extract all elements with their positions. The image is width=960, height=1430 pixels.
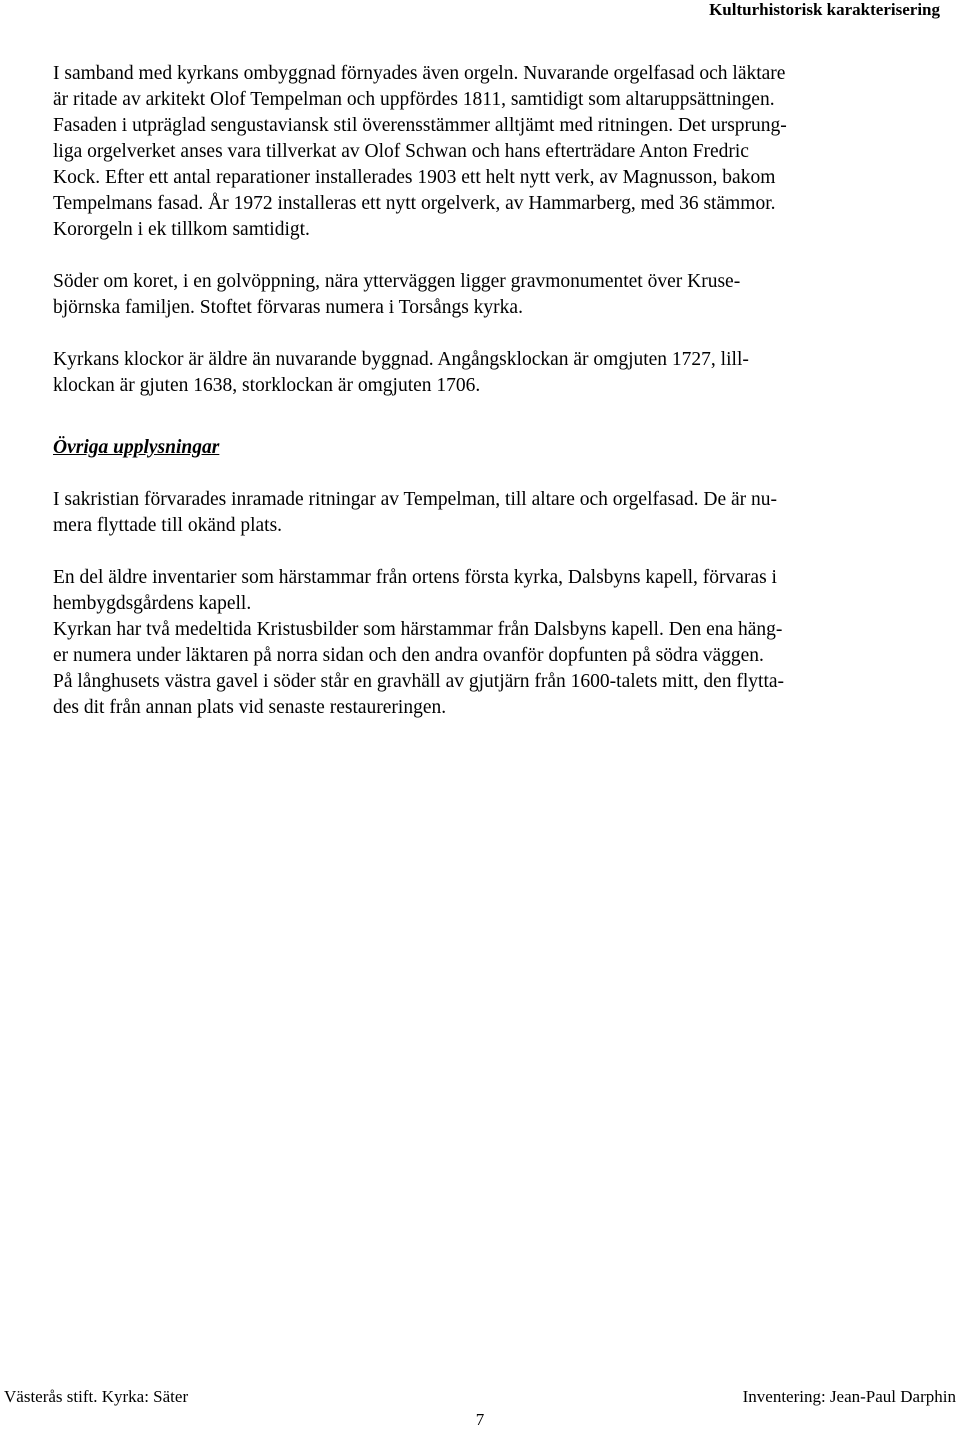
text-line: Kyrkans klockor är äldre än nuvarande byggnad. Angångsklockan är omgjuten 1727, lill- [53, 349, 749, 370]
text-line: hembygdsgårdens kapell. [53, 593, 252, 614]
footer-right: Inventering: Jean-Paul Darphin [742, 1387, 956, 1406]
paragraph-bells [53, 347, 883, 399]
page-number: 7 [475, 1410, 485, 1429]
running-header: Kulturhistorisk karakterisering [709, 0, 940, 19]
text-line: er numera under läktaren på norra sidan och den andra ovanför dopfunten på södra väggen. [53, 645, 764, 666]
text-line: Tempelmans fasad. År 1972 installeras ett nytt orgelverk, av Hammarberg, med 36 stämmor. [53, 193, 776, 214]
text-line: På långhusets västra gavel i söder står en gravhäll av gjutjärn från 1600-talets mitt, den flytta- [53, 671, 785, 692]
paragraph-inventory [53, 565, 883, 617]
text-line: I samband med kyrkans ombyggnad förnyades även orgeln. Nuvarande orgelfasad och läktare [53, 63, 786, 84]
text-line: I sakristian förvarades inramade ritningar av Tempelman, till altare och orgelfasad. De är nu- [53, 489, 778, 510]
section-heading: Övriga upplysningar [53, 437, 220, 458]
text-line: Kock. Efter ett antal reparationer installerades 1903 ett helt nytt verk, av Magnusson, bakom [53, 167, 776, 188]
text-line: Fasaden i utpräglad sengustaviansk stil överensstämmer alltjämt med ritningen. Det ursprung- [53, 115, 787, 136]
text-line: Kororgeln i ek tillkom samtidigt. [53, 219, 310, 240]
paragraph-organ [53, 61, 883, 243]
text-line: liga orgelverket anses vara tillverkat av Olof Schwan och hans efterträdare Anton Fredric [53, 141, 749, 162]
text-line: En del äldre inventarier som härstammar från ortens första kyrka, Dalsbyns kapell, förvaras i [53, 567, 777, 588]
text-line: Kyrkan har två medeltida Kristusbilder som härstammar från Dalsbyns kapell. Den ena häng- [53, 619, 783, 640]
paragraph-grave-slab [53, 669, 883, 721]
text-line: klockan är gjuten 1638, storklockan är omgjuten 1706. [53, 375, 481, 396]
document-body [53, 61, 883, 721]
text-line: des dit från annan plats vid senaste restaureringen. [53, 697, 447, 718]
text-line: är ritade av arkitekt Olof Tempelman och uppfördes 1811, samtidigt som altaruppsättningen. [53, 89, 775, 110]
footer-left: Västerås stift. Kyrka: Säter [4, 1387, 189, 1406]
text-line: björnska familjen. Stoftet förvaras numera i Torsångs kyrka. [53, 297, 523, 318]
paragraph-grave-monument [53, 269, 883, 321]
text-line: Söder om koret, i en golvöppning, nära ytterväggen ligger gravmonumentet över Kruse- [53, 271, 741, 292]
paragraph-christ-images [53, 617, 883, 669]
paragraph-sacristy [53, 487, 883, 539]
text-line: mera flyttade till okänd plats. [53, 515, 283, 536]
